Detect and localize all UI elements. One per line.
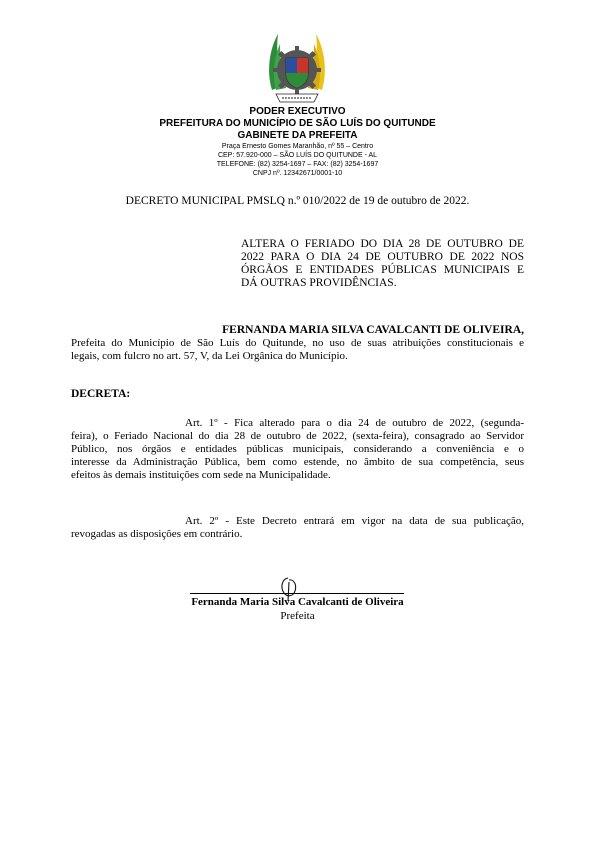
municipal-crest [262,30,332,108]
preamble-line: legais, com fulcro no art. 57, V, da Lei Orgânica do Município. [71,350,348,362]
header-line-executive: PODER EXECUTIVO [249,106,346,117]
ementa-line: ÓRGÃOS E ENTIDADES PÚBLICAS MUNICIPAIS E [241,264,524,276]
article-1-line: efeitos às demais instituições com sede na Municipalidade. [71,469,331,481]
signatory-role: Prefeita [280,610,315,622]
article-1 [71,417,524,482]
preamble-name: FERNANDA MARIA SILVA CAVALCANTI DE OLIVEIRA, [222,324,524,336]
ementa-line: ALTERA O FERIADO DO DIA 28 DE OUTUBRO DE [241,238,524,250]
header-address: Praça Ernesto Gomes Maranhão, nº 55 – Centro [221,143,374,150]
preamble-line: Prefeita do Município de São Luís do Quitunde, no uso de suas atribuições constitucionais e [71,337,524,349]
ementa-line: 2022 PARA O DIA 24 DE OUTUBRO DE 2022 NOS [241,251,524,263]
ementa-line: DÁ OUTRAS PROVIDÊNCIAS. [241,277,397,289]
header-cep: CEP: 57.920-000 – SÃO LUÍS DO QUITUNDE - AL [217,152,378,159]
decree-title: DECRETO MUNICIPAL PMSLQ n.º 010/2022 de 19 de outubro de 2022. [125,195,470,207]
decreta-heading: DECRETA: [71,388,131,400]
ementa [241,238,524,290]
article-1-line: Público, nos órgãos e entidades públicas municipais, considerando a conveniência e o [71,443,524,455]
header-line-gabinete: GABINETE DA PREFEITA [237,130,358,141]
article-2 [71,515,524,541]
article-2-line: revogadas as disposições em contrário. [71,528,243,540]
article-1-line: Art. 1º - Fica alterado para o dia 24 de outubro de 2022, (segunda- [185,417,524,429]
preamble [71,324,524,363]
article-2-line: Art. 2º - Este Decreto entrará em vigor na data de sua publicação, [185,515,524,527]
header-cnpj: CNPJ nº. 12342671/0001-10 [252,170,343,177]
article-1-line: feira), o Feriado Nacional do dia 28 de outubro de 2022, (sexta-feira), consagrado ao Servidor [71,430,524,442]
signatory-name: Fernanda Maria Silva Cavalcanti de Oliveira [191,596,404,608]
article-1-line: interesse da Administração Pública, bem como estende, no âmbito de sua competência, seus [71,456,524,468]
header-line-prefeitura: PREFEITURA DO MUNICÍPIO DE SÃO LUÍS DO QUITUNDE [159,118,436,129]
header-phone: TELEFONE: (82) 3254-1697 – FAX: (82) 3254-1697 [216,161,379,168]
